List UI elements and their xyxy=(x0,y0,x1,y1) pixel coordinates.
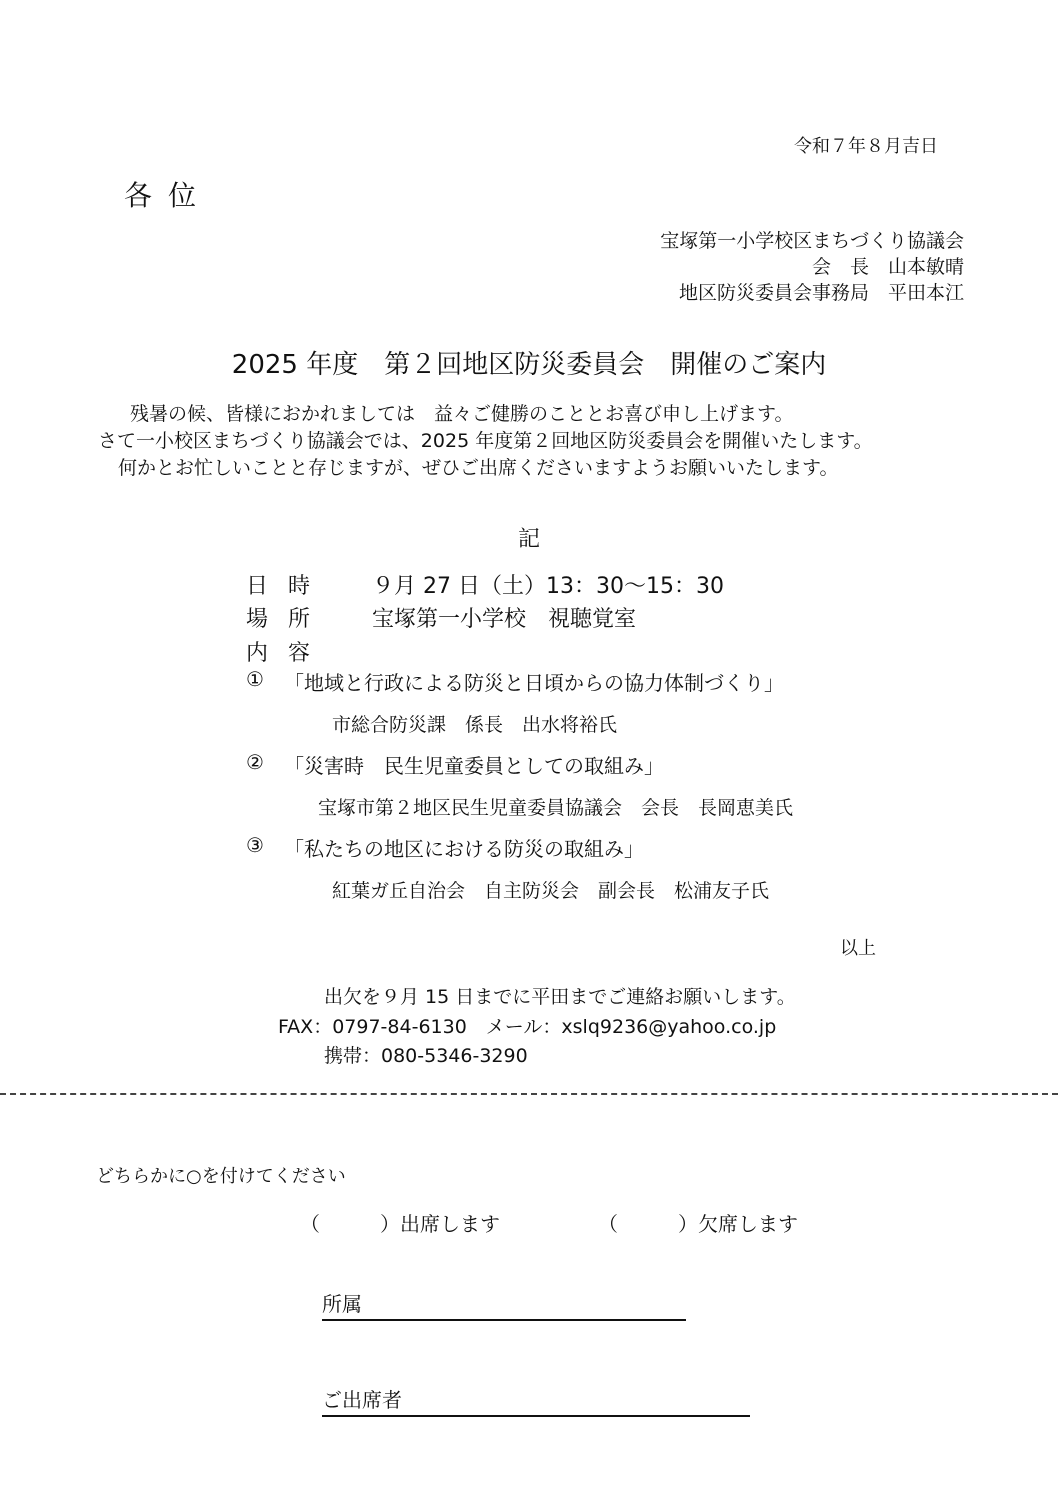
document-date: 令和７年８月吉日 xyxy=(794,136,938,157)
contact-request: 出欠を９月 15 日までに平田までご連絡お願いします。 xyxy=(324,986,796,1008)
affiliation-label: 所属 xyxy=(322,1292,362,1316)
item-title: 「私たちの地区における防災の取組み」 xyxy=(284,837,644,861)
attendee-field[interactable] xyxy=(322,1384,750,1417)
datetime-label: 日時 xyxy=(246,574,331,599)
item-number: ② xyxy=(246,750,264,774)
item-title: 「災害時 民生児童委員としての取組み」 xyxy=(284,754,664,778)
content-label: 内容 xyxy=(246,641,331,666)
item-speaker: 紅葉ガ丘自治会 自主防災会 副会長 松浦友子氏 xyxy=(332,880,770,902)
absent-option[interactable]: （ ）欠席します xyxy=(598,1212,798,1236)
place-label: 場所 xyxy=(246,607,331,632)
document-title: 2025 年度 第２回地区防災委員会 開催のご案内 xyxy=(231,350,827,380)
cut-line-divider xyxy=(0,1093,1058,1095)
item-number: ③ xyxy=(246,833,264,857)
attend-option[interactable]: （ ）出席します xyxy=(300,1212,500,1236)
form-instruction: どちらかに○を付けてください xyxy=(96,1166,346,1187)
item-number: ① xyxy=(246,667,264,691)
body-line-2: さて一小校区まちづくり協議会では、2025 年度第２回地区防災委員会を開催いたします。 xyxy=(98,430,873,452)
ki-heading: 記 xyxy=(517,527,540,552)
contact-mobile: 携帯：080-5346-3290 xyxy=(324,1045,528,1067)
sender-chair: 会 長 山本敏晴 xyxy=(811,256,964,278)
body-line-1: 残暑の候、皆様におかれましては 益々ご健勝のこととお喜び申し上げます。 xyxy=(130,403,794,425)
item-speaker: 市総合防災課 係長 出水将裕氏 xyxy=(332,714,618,736)
datetime-value: ９月 27 日（土）13：30～15：30 xyxy=(372,574,724,599)
sender-organization: 宝塚第一小学校区まちづくり協議会 xyxy=(660,230,964,252)
contact-fax-email: FAX：0797-84-6130 メール：xslq9236@yahoo.co.jp xyxy=(278,1016,777,1038)
item-speaker: 宝塚市第２地区民生児童委員協議会 会長 長岡恵美氏 xyxy=(318,797,794,819)
closing-ijou: 以上 xyxy=(840,938,876,959)
body-line-3: 何かとお忙しいことと存じますが、ぜひご出席くださいますようお願いいたします。 xyxy=(118,457,839,479)
item-title: 「地域と行政による防災と日頃からの協力体制づくり」 xyxy=(284,671,784,695)
attendee-label: ご出席者 xyxy=(322,1388,402,1412)
salutation: 各位 xyxy=(124,179,213,212)
sender-office: 地区防災委員会事務局 平田本江 xyxy=(678,282,964,304)
place-value: 宝塚第一小学校 視聴覚室 xyxy=(372,607,637,632)
affiliation-field[interactable] xyxy=(322,1288,686,1321)
